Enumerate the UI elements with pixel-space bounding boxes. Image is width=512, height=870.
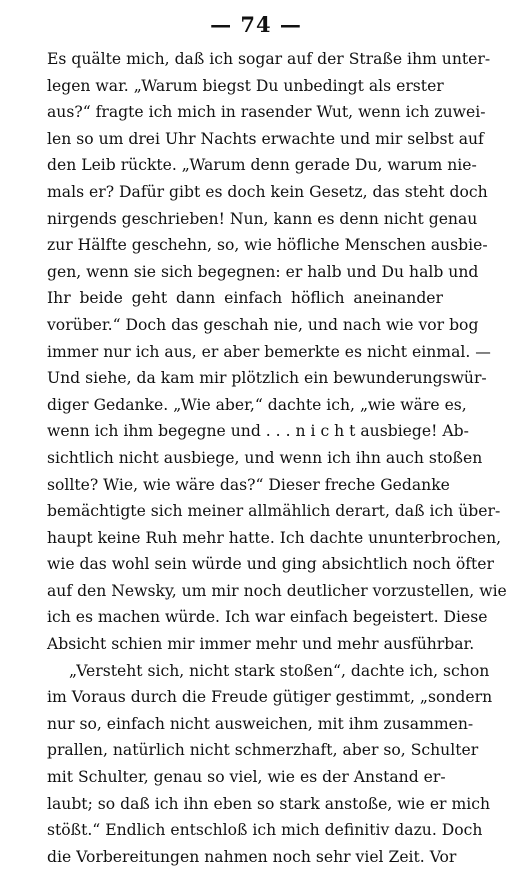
text-line: mit Schulter, genau so viel, wie es der Anstand er- bbox=[47, 768, 446, 787]
text-line: nirgends geschrieben! Nun, kann es denn nicht genau bbox=[47, 209, 478, 228]
text-line: diger Gedanke. „Wie aber,“ dachte ich, „wie wäre es, bbox=[47, 395, 467, 414]
text-line: bemächtigte sich meiner allmählich derart, daß ich über- bbox=[47, 502, 501, 521]
body-text bbox=[47, 46, 507, 870]
text-line: sichtlich nicht ausbiege, und wenn ich ihn auch stoßen bbox=[47, 448, 483, 467]
text-line: haupt keine Ruh mehr hatte. Ich dachte ununterbrochen, bbox=[47, 528, 502, 547]
text-line: laubt; so daß ich ihn eben so stark anstoße, wie er mich bbox=[47, 794, 491, 813]
page-number: — 74 — bbox=[210, 12, 302, 37]
text-line: den Leib rückte. „Warum denn gerade Du, warum nie- bbox=[47, 156, 477, 175]
text-line: nur so, einfach nicht ausweichen, mit ihm zusammen- bbox=[47, 714, 474, 733]
text-line: Und siehe, da kam mir plötzlich ein bewunderungswür- bbox=[47, 369, 487, 388]
text-line: gen, wenn sie sich begegnen: er halb und Du halb und bbox=[47, 262, 479, 281]
text-line: aus?“ fragte ich mich in rasender Wut, wenn ich zuwei- bbox=[47, 103, 486, 122]
text-line: vorüber.“ Doch das geschah nie, und nach wie vor bog bbox=[47, 315, 479, 334]
text-line: stößt.“ Endlich entschloß ich mich definitiv dazu. Doch bbox=[47, 821, 483, 840]
text-line: immer nur ich aus, er aber bemerkte es nicht einmal. — bbox=[47, 342, 491, 361]
text-line: auf den Newsky, um mir noch deutlicher vorzustellen, wie bbox=[47, 581, 507, 600]
text-line: Es quälte mich, daß ich sogar auf der Straße ihm unter- bbox=[47, 50, 491, 68]
text-line: wie das wohl sein würde und ging absichtlich noch öfter bbox=[47, 555, 494, 574]
text-line: wenn ich ihm begegne und . . . n i c h t ausbiege! Ab- bbox=[47, 422, 469, 441]
text-line: legen war. „Warum biegst Du unbedingt als erster bbox=[47, 76, 444, 95]
text-line: „Versteht sich, nicht stark stoßen“, dachte ich, schon bbox=[69, 661, 490, 680]
text-line: ich es machen würde. Ich war einfach begeistert. Diese bbox=[47, 608, 488, 627]
text-line: die Vorbereitungen nahmen noch sehr viel Zeit. Vor bbox=[47, 847, 457, 866]
text-line: zur Hälfte geschehn, so, wie höfliche Menschen ausbie- bbox=[47, 236, 488, 255]
text-line: sollte? Wie, wie wäre das?“ Dieser freche Gedanke bbox=[47, 475, 450, 494]
text-line: mals er? Dafür gibt es doch kein Gesetz, das steht doch bbox=[47, 182, 488, 201]
text-line: Absicht schien mir immer mehr und mehr ausführbar. bbox=[47, 635, 475, 654]
text-line: prallen, natürlich nicht schmerzhaft, aber so, Schulter bbox=[47, 741, 479, 760]
text-line: im Voraus durch die Freude gütiger gestimmt, „sondern bbox=[47, 688, 493, 707]
text-line: len so um drei Uhr Nachts erwachte und mir selbst auf bbox=[47, 129, 484, 148]
text-line: Ihr beide geht dann einfach höflich aneinander bbox=[47, 289, 443, 308]
